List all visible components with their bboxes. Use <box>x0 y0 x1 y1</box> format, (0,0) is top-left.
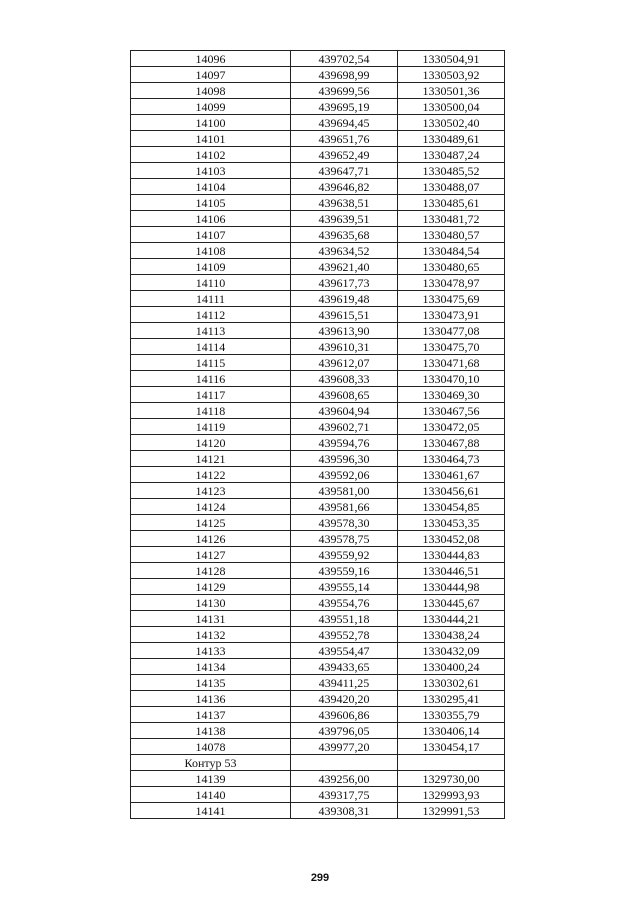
x-coordinate-cell: 439610,31 <box>291 339 398 355</box>
x-coordinate-cell: 439977,20 <box>291 739 398 755</box>
x-coordinate-cell: 439559,92 <box>291 547 398 563</box>
page-number: 299 <box>310 872 330 884</box>
x-coordinate-cell: 439646,82 <box>291 179 398 195</box>
y-coordinate-cell: 1330400,24 <box>398 659 505 675</box>
y-coordinate-cell: 1330445,67 <box>398 595 505 611</box>
point-number-cell: 14133 <box>131 643 291 659</box>
x-coordinate-cell: 439596,30 <box>291 451 398 467</box>
x-coordinate-cell: 439699,56 <box>291 83 398 99</box>
y-coordinate-cell: 1330485,61 <box>398 195 505 211</box>
x-coordinate-cell: 439635,68 <box>291 227 398 243</box>
table-row <box>131 611 505 627</box>
point-number-cell: 14100 <box>131 115 291 131</box>
table-row <box>131 659 505 675</box>
point-number-cell: 14115 <box>131 355 291 371</box>
x-coordinate-cell: 439604,94 <box>291 403 398 419</box>
table-row <box>131 339 505 355</box>
point-number-cell: 14131 <box>131 611 291 627</box>
point-number-cell: 14138 <box>131 723 291 739</box>
y-coordinate-cell: 1329991,53 <box>398 803 505 819</box>
point-number-cell: 14111 <box>131 291 291 307</box>
y-coordinate-cell: 1329730,00 <box>398 771 505 787</box>
x-coordinate-cell: 439652,49 <box>291 147 398 163</box>
point-number-cell: 14118 <box>131 403 291 419</box>
y-coordinate-cell: 1330446,51 <box>398 563 505 579</box>
y-coordinate-cell: 1329993,93 <box>398 787 505 803</box>
point-number-cell: 14108 <box>131 243 291 259</box>
point-number-cell: 14105 <box>131 195 291 211</box>
x-coordinate-cell: 439308,31 <box>291 803 398 819</box>
point-number-cell: 14136 <box>131 691 291 707</box>
y-coordinate-cell: 1330471,68 <box>398 355 505 371</box>
table-row <box>131 643 505 659</box>
table-row <box>131 579 505 595</box>
point-number-cell: 14116 <box>131 371 291 387</box>
x-coordinate-cell: 439554,76 <box>291 595 398 611</box>
point-number-cell: 14096 <box>131 51 291 67</box>
table-row <box>131 739 505 755</box>
x-coordinate-cell: 439702,54 <box>291 51 398 67</box>
coordinates-table <box>130 50 505 819</box>
table-row <box>131 531 505 547</box>
y-coordinate-cell: 1330484,54 <box>398 243 505 259</box>
x-coordinate-cell: 439317,75 <box>291 787 398 803</box>
x-coordinate-cell: 439613,90 <box>291 323 398 339</box>
point-number-cell: 14078 <box>131 739 291 755</box>
x-coordinate-cell: 439411,25 <box>291 675 398 691</box>
y-coordinate-cell: 1330470,10 <box>398 371 505 387</box>
point-number-cell: 14099 <box>131 99 291 115</box>
table-row <box>131 595 505 611</box>
x-coordinate-cell: 439634,52 <box>291 243 398 259</box>
point-number-cell: 14139 <box>131 771 291 787</box>
point-number-cell: 14134 <box>131 659 291 675</box>
table-row <box>131 627 505 643</box>
point-number-cell: 14121 <box>131 451 291 467</box>
y-coordinate-cell: 1330295,41 <box>398 691 505 707</box>
x-coordinate-cell: 439559,16 <box>291 563 398 579</box>
y-coordinate-cell: 1330432,09 <box>398 643 505 659</box>
y-coordinate-cell: 1330452,08 <box>398 531 505 547</box>
table-row <box>131 787 505 803</box>
point-number-cell: Контур 53 <box>131 755 291 771</box>
point-number-cell: 14137 <box>131 707 291 723</box>
y-coordinate-cell: 1330503,92 <box>398 67 505 83</box>
point-number-cell: 14123 <box>131 483 291 499</box>
table-row <box>131 115 505 131</box>
y-coordinate-cell: 1330487,24 <box>398 147 505 163</box>
point-number-cell: 14102 <box>131 147 291 163</box>
x-coordinate-cell: 439651,76 <box>291 131 398 147</box>
point-number-cell: 14122 <box>131 467 291 483</box>
point-number-cell: 14128 <box>131 563 291 579</box>
point-number-cell: 14114 <box>131 339 291 355</box>
table-row <box>131 467 505 483</box>
x-coordinate-cell: 439638,51 <box>291 195 398 211</box>
table-row <box>131 435 505 451</box>
y-coordinate-cell: 1330480,65 <box>398 259 505 275</box>
y-coordinate-cell: 1330302,61 <box>398 675 505 691</box>
table-row <box>131 547 505 563</box>
y-coordinate-cell: 1330444,83 <box>398 547 505 563</box>
x-coordinate-cell: 439552,78 <box>291 627 398 643</box>
x-coordinate-cell: 439581,66 <box>291 499 398 515</box>
point-number-cell: 14110 <box>131 275 291 291</box>
x-coordinate-cell: 439639,51 <box>291 211 398 227</box>
y-coordinate-cell: 1330453,35 <box>398 515 505 531</box>
point-number-cell: 14101 <box>131 131 291 147</box>
x-coordinate-cell: 439698,99 <box>291 67 398 83</box>
point-number-cell: 14106 <box>131 211 291 227</box>
x-coordinate-cell: 439594,76 <box>291 435 398 451</box>
table-row <box>131 323 505 339</box>
x-coordinate-cell: 439608,33 <box>291 371 398 387</box>
table-row <box>131 131 505 147</box>
point-number-cell: 14107 <box>131 227 291 243</box>
y-coordinate-cell: 1330475,69 <box>398 291 505 307</box>
table-row <box>131 243 505 259</box>
point-number-cell: 14112 <box>131 307 291 323</box>
table-row <box>131 99 505 115</box>
y-coordinate-cell: 1330504,91 <box>398 51 505 67</box>
y-coordinate-cell: 1330469,30 <box>398 387 505 403</box>
x-coordinate-cell: 439608,65 <box>291 387 398 403</box>
point-number-cell: 14132 <box>131 627 291 643</box>
table-row <box>131 179 505 195</box>
y-coordinate-cell: 1330454,17 <box>398 739 505 755</box>
point-number-cell: 14113 <box>131 323 291 339</box>
point-number-cell: 14125 <box>131 515 291 531</box>
table-row <box>131 371 505 387</box>
y-coordinate-cell: 1330500,04 <box>398 99 505 115</box>
point-number-cell: 14117 <box>131 387 291 403</box>
table-row <box>131 307 505 323</box>
table-row <box>131 483 505 499</box>
y-coordinate-cell <box>398 755 505 771</box>
table-row <box>131 227 505 243</box>
point-number-cell: 14129 <box>131 579 291 595</box>
point-number-cell: 14097 <box>131 67 291 83</box>
point-number-cell: 14126 <box>131 531 291 547</box>
y-coordinate-cell: 1330355,79 <box>398 707 505 723</box>
table-row <box>131 67 505 83</box>
point-number-cell: 14103 <box>131 163 291 179</box>
x-coordinate-cell: 439615,51 <box>291 307 398 323</box>
x-coordinate-cell: 439578,30 <box>291 515 398 531</box>
x-coordinate-cell: 439695,19 <box>291 99 398 115</box>
y-coordinate-cell: 1330467,56 <box>398 403 505 419</box>
table-row <box>131 707 505 723</box>
y-coordinate-cell: 1330480,57 <box>398 227 505 243</box>
x-coordinate-cell: 439420,20 <box>291 691 398 707</box>
table-row <box>131 499 505 515</box>
y-coordinate-cell: 1330454,85 <box>398 499 505 515</box>
x-coordinate-cell: 439592,06 <box>291 467 398 483</box>
x-coordinate-cell: 439694,45 <box>291 115 398 131</box>
table-row <box>131 563 505 579</box>
point-number-cell: 14130 <box>131 595 291 611</box>
x-coordinate-cell: 439647,71 <box>291 163 398 179</box>
point-number-cell: 14127 <box>131 547 291 563</box>
x-coordinate-cell: 439433,65 <box>291 659 398 675</box>
table-row <box>131 211 505 227</box>
table-row <box>131 723 505 739</box>
y-coordinate-cell: 1330456,61 <box>398 483 505 499</box>
y-coordinate-cell: 1330473,91 <box>398 307 505 323</box>
y-coordinate-cell: 1330502,40 <box>398 115 505 131</box>
point-number-cell: 14098 <box>131 83 291 99</box>
table-row <box>131 355 505 371</box>
y-coordinate-cell: 1330444,98 <box>398 579 505 595</box>
y-coordinate-cell: 1330472,05 <box>398 419 505 435</box>
y-coordinate-cell: 1330461,67 <box>398 467 505 483</box>
y-coordinate-cell: 1330475,70 <box>398 339 505 355</box>
y-coordinate-cell: 1330501,36 <box>398 83 505 99</box>
point-number-cell: 14140 <box>131 787 291 803</box>
point-number-cell: 14104 <box>131 179 291 195</box>
x-coordinate-cell: 439621,40 <box>291 259 398 275</box>
table-row <box>131 755 505 771</box>
table-row <box>131 147 505 163</box>
table-row <box>131 771 505 787</box>
table-row <box>131 403 505 419</box>
table-row <box>131 675 505 691</box>
y-coordinate-cell: 1330406,14 <box>398 723 505 739</box>
table-row <box>131 419 505 435</box>
table-row <box>131 51 505 67</box>
table-row <box>131 691 505 707</box>
y-coordinate-cell: 1330464,73 <box>398 451 505 467</box>
x-coordinate-cell <box>291 755 398 771</box>
x-coordinate-cell: 439578,75 <box>291 531 398 547</box>
x-coordinate-cell: 439796,05 <box>291 723 398 739</box>
table-row <box>131 163 505 179</box>
point-number-cell: 14124 <box>131 499 291 515</box>
table-row <box>131 387 505 403</box>
table-row <box>131 275 505 291</box>
table-row <box>131 515 505 531</box>
table-row <box>131 83 505 99</box>
point-number-cell: 14119 <box>131 419 291 435</box>
table-row <box>131 451 505 467</box>
table-row <box>131 291 505 307</box>
table-row <box>131 803 505 819</box>
y-coordinate-cell: 1330485,52 <box>398 163 505 179</box>
x-coordinate-cell: 439619,48 <box>291 291 398 307</box>
coordinates-table-body <box>131 51 505 819</box>
table-row <box>131 195 505 211</box>
point-number-cell: 14141 <box>131 803 291 819</box>
x-coordinate-cell: 439602,71 <box>291 419 398 435</box>
x-coordinate-cell: 439551,18 <box>291 611 398 627</box>
point-number-cell: 14109 <box>131 259 291 275</box>
y-coordinate-cell: 1330477,08 <box>398 323 505 339</box>
y-coordinate-cell: 1330467,88 <box>398 435 505 451</box>
y-coordinate-cell: 1330481,72 <box>398 211 505 227</box>
y-coordinate-cell: 1330444,21 <box>398 611 505 627</box>
point-number-cell: 14120 <box>131 435 291 451</box>
table-row <box>131 259 505 275</box>
x-coordinate-cell: 439555,14 <box>291 579 398 595</box>
y-coordinate-cell: 1330478,97 <box>398 275 505 291</box>
point-number-cell: 14135 <box>131 675 291 691</box>
x-coordinate-cell: 439606,86 <box>291 707 398 723</box>
x-coordinate-cell: 439617,73 <box>291 275 398 291</box>
x-coordinate-cell: 439256,00 <box>291 771 398 787</box>
y-coordinate-cell: 1330438,24 <box>398 627 505 643</box>
x-coordinate-cell: 439612,07 <box>291 355 398 371</box>
y-coordinate-cell: 1330488,07 <box>398 179 505 195</box>
y-coordinate-cell: 1330489,61 <box>398 131 505 147</box>
x-coordinate-cell: 439554,47 <box>291 643 398 659</box>
x-coordinate-cell: 439581,00 <box>291 483 398 499</box>
